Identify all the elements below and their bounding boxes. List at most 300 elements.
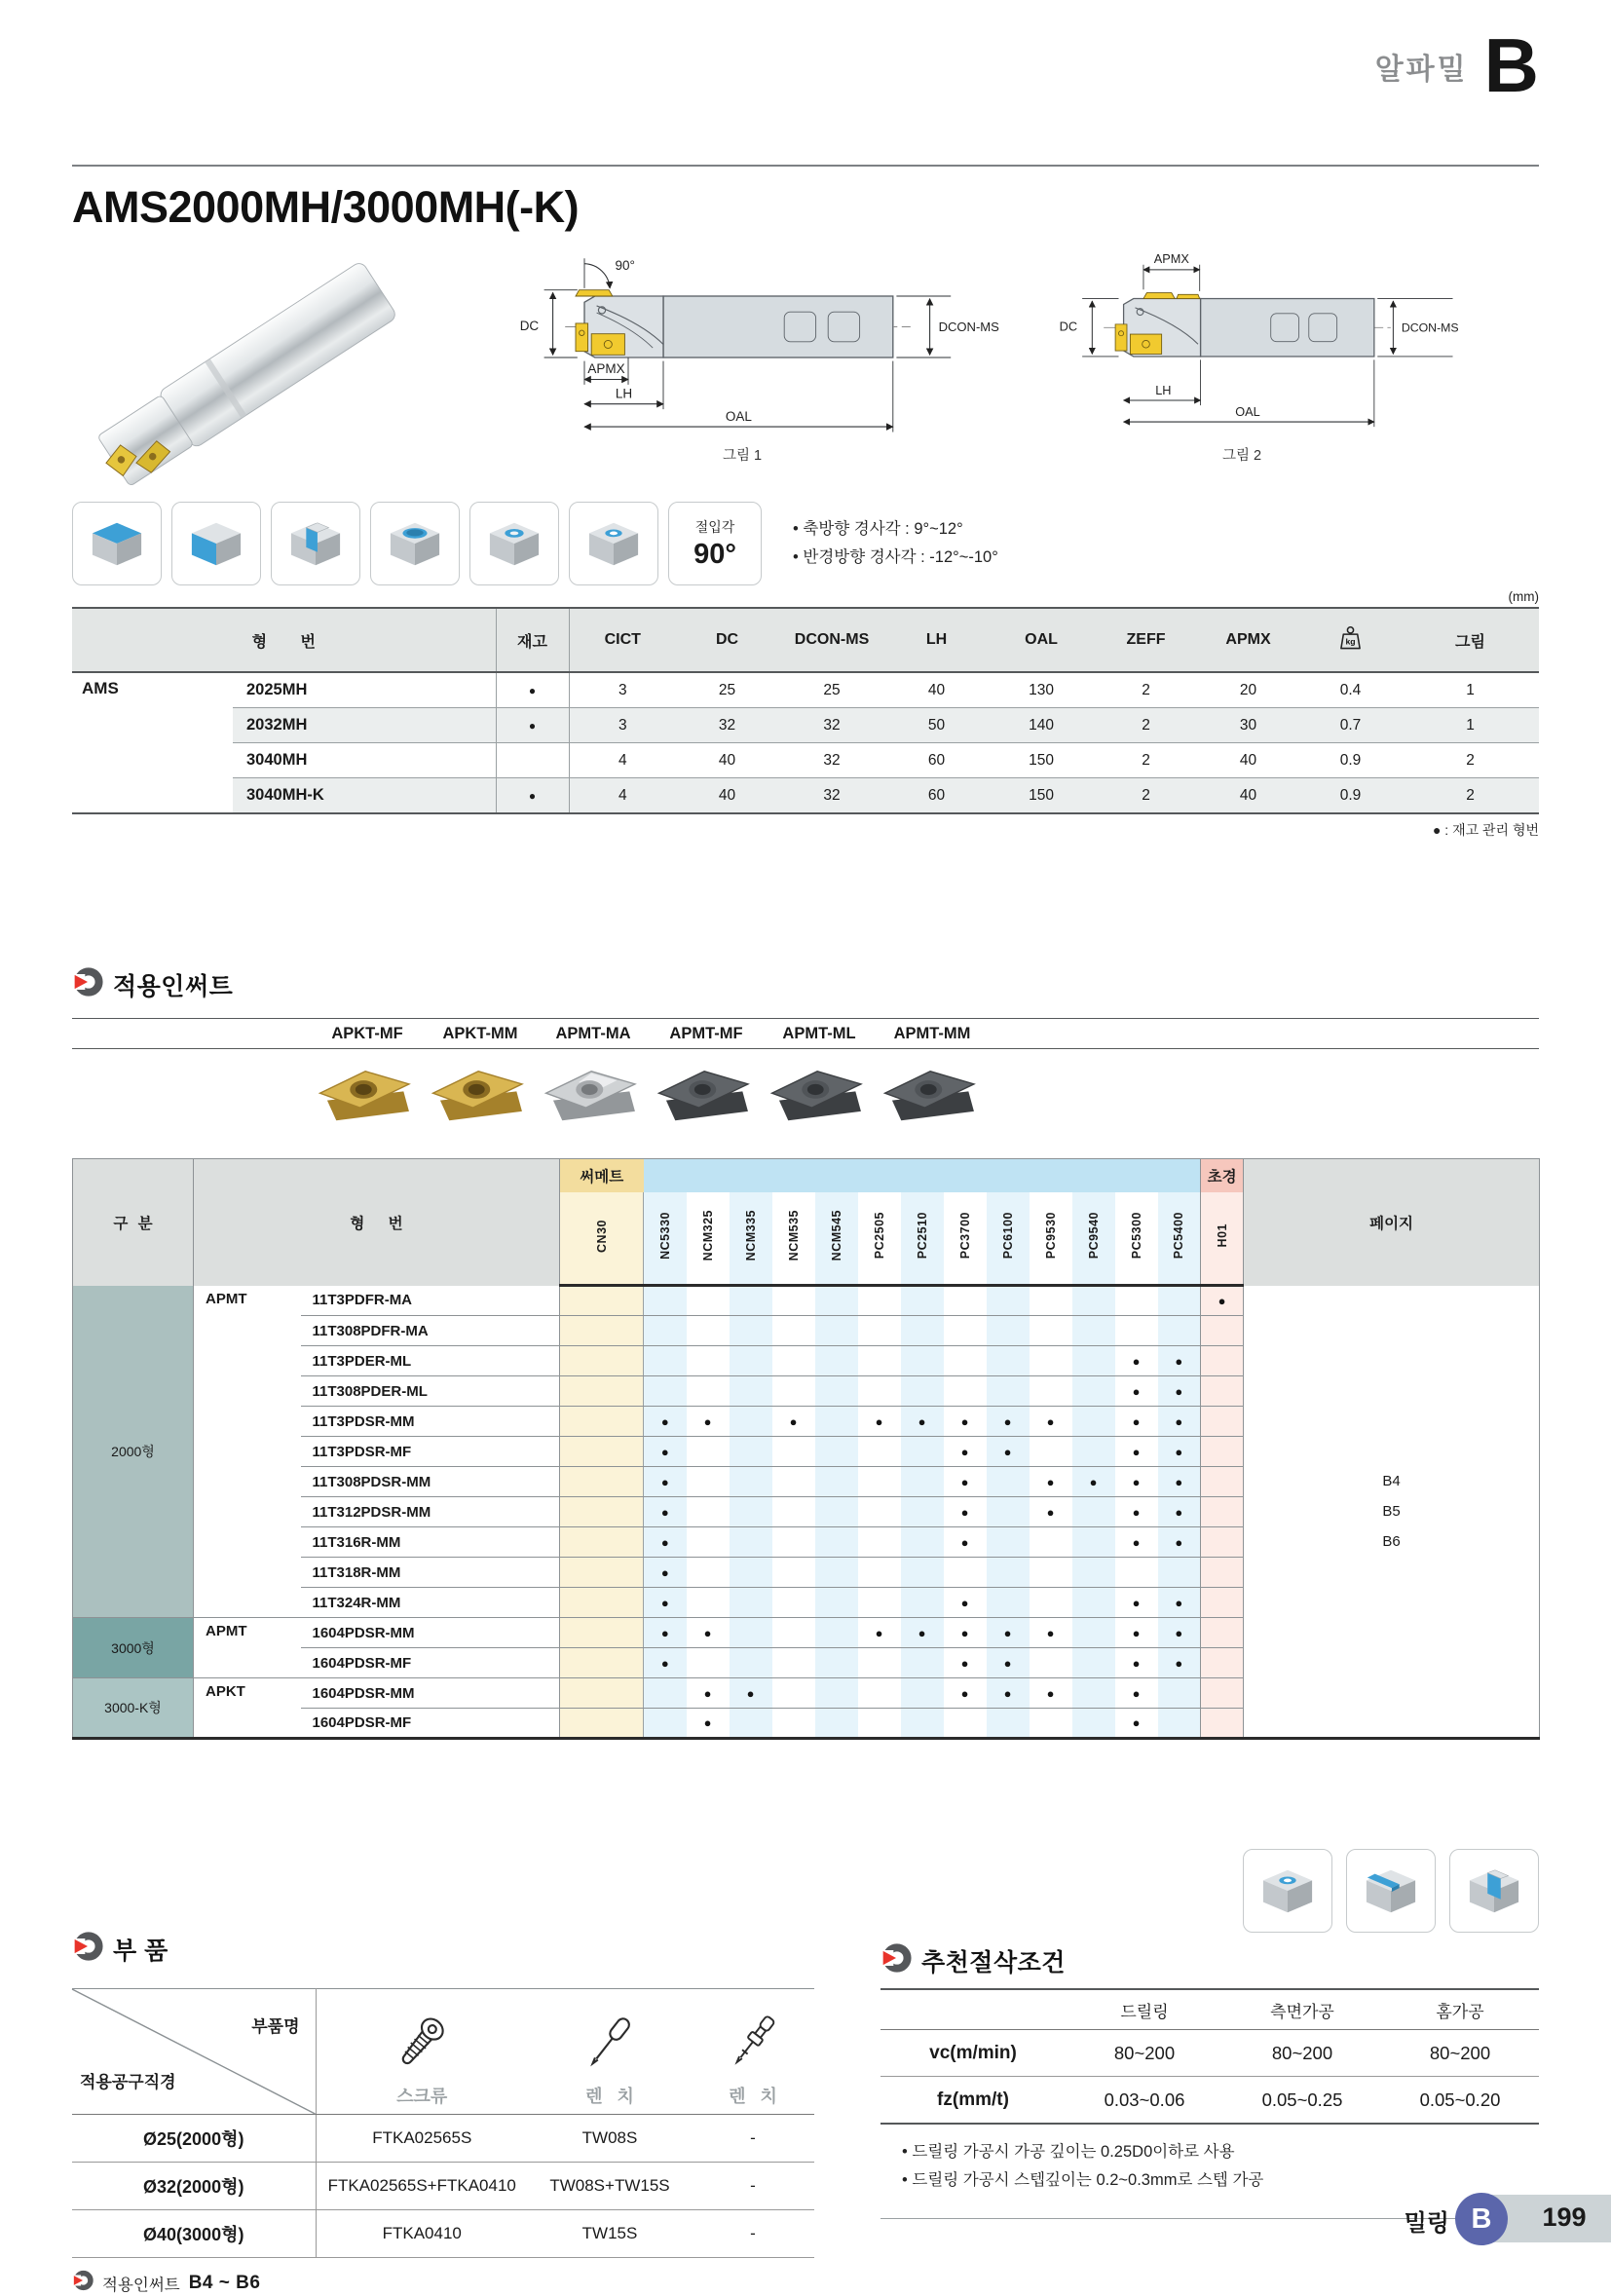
spec-row: [72, 778, 1539, 814]
insert-model-cell: 11T308PDSR-MM: [301, 1467, 560, 1497]
grade-dot-cell: ●: [644, 1558, 687, 1588]
grade-dot-cell: [944, 1346, 987, 1376]
grade-dot-cell: [901, 1376, 944, 1407]
grade-dot-cell: [687, 1648, 730, 1678]
grade-dot-cell: ●: [944, 1588, 987, 1618]
spec-value-cell: 0.4: [1299, 672, 1402, 708]
col-fig: 그림: [1402, 608, 1539, 672]
spec-value-cell: 40: [1197, 743, 1299, 778]
parts-matrix-corner: [72, 1989, 316, 2115]
grade-dot-cell: [560, 1678, 644, 1709]
machining-icon-shoulder: [285, 516, 346, 571]
insert-model-cell: 1604PDSR-MF: [301, 1648, 560, 1678]
spec-value-cell: 25: [676, 672, 778, 708]
spec-value-cell: 4: [569, 778, 676, 814]
model-cell: 3040MH: [233, 743, 496, 778]
section-bullet-icon: [72, 966, 103, 997]
grade-dot-cell: ●: [1030, 1678, 1072, 1709]
col-model: 형 번: [72, 608, 496, 672]
grade-dot-cell: [987, 1346, 1030, 1376]
grade-dot-cell: [944, 1286, 987, 1316]
grade-dot-cell: [1072, 1316, 1115, 1346]
drawing-1-image: [479, 243, 1005, 437]
grade-dot-cell: [730, 1346, 772, 1376]
grade-dot-cell: [1201, 1376, 1244, 1407]
part-column-label: 렌 치: [585, 2087, 634, 2106]
grade-dot-cell: ●: [1158, 1618, 1201, 1648]
insert-type-label: APMT-MF: [650, 1019, 763, 1049]
cutting-column-header: 드릴링: [1066, 1989, 1223, 2030]
grade-dot-cell: [687, 1316, 730, 1346]
insert-prefix-cell: APMT: [194, 1286, 301, 1618]
stock-cell: ●: [496, 778, 569, 814]
grade-dot-cell: [815, 1648, 858, 1678]
spec-value-cell: 0.9: [1299, 778, 1402, 814]
grade-dot-cell: [687, 1527, 730, 1558]
insert-photo-cell: [311, 1049, 424, 1148]
page-title: AMS2000MH/3000MH(-K): [72, 182, 580, 232]
insert-type-label: APKT-MM: [424, 1019, 537, 1049]
grade-dot-cell: [1201, 1497, 1244, 1527]
insert-prefix-cell: APMT: [194, 1618, 301, 1678]
grade-dot-cell: [730, 1376, 772, 1407]
spec-value-cell: 150: [988, 743, 1095, 778]
grade-dot-cell: ●: [644, 1437, 687, 1467]
grade-dot-cell: [1072, 1376, 1115, 1407]
spec-value-cell: 3: [569, 708, 676, 743]
grade-col: PC9540: [1072, 1192, 1115, 1286]
stock-cell: ●: [496, 708, 569, 743]
col-oal: OAL: [988, 608, 1095, 672]
grade-dot-cell: [560, 1588, 644, 1618]
svg-text:OAL: OAL: [725, 408, 752, 424]
cutting-param-cell: fz(mm/t): [880, 2077, 1066, 2125]
spec-value-cell: 1: [1402, 708, 1539, 743]
part-number-cell: TW08S: [528, 2115, 692, 2163]
grade-dot-cell: [772, 1618, 815, 1648]
grade-dot-cell: ●: [1158, 1346, 1201, 1376]
grade-col: NCM335: [730, 1192, 772, 1286]
parts-section-header: [72, 1931, 814, 1967]
grade-col: PC2510: [901, 1192, 944, 1286]
cutting-note: • 드릴링 가공시 가공 깊이는 0.25D0이하로 사용: [902, 2138, 1539, 2166]
grade-dot-cell: ●: [644, 1527, 687, 1558]
spec-value-cell: 2: [1402, 743, 1539, 778]
product-row: [72, 243, 1539, 484]
diagonal-divider: [72, 1989, 316, 2114]
weight-kg-icon: [1338, 625, 1363, 651]
svg-text:90°: 90°: [615, 258, 635, 273]
grade-dot-cell: [644, 1286, 687, 1316]
spec-value-cell: 150: [988, 778, 1095, 814]
grade-dot-cell: ●: [901, 1407, 944, 1437]
screw-icon: [392, 2010, 452, 2074]
grade-dot-cell: ●: [1115, 1407, 1158, 1437]
insert-model-cell: 11T3PDSR-MF: [301, 1437, 560, 1467]
insert-model-cell: 11T324R-MM: [301, 1588, 560, 1618]
grade-dot-cell: [1201, 1709, 1244, 1739]
grade-dot-cell: [858, 1648, 901, 1678]
application-icon-box: [370, 502, 460, 585]
insert-photo-cell: [650, 1049, 763, 1148]
grade-dot-cell: ●: [987, 1437, 1030, 1467]
grade-dot-cell: [560, 1316, 644, 1346]
insert-model-cell: 11T318R-MM: [301, 1558, 560, 1588]
grade-dot-cell: [1030, 1648, 1072, 1678]
grade-col: NCM545: [815, 1192, 858, 1286]
svg-text:LH: LH: [1155, 383, 1172, 398]
grade-dot-cell: [944, 1558, 987, 1588]
drawing-fig1: [479, 243, 1005, 465]
machining-icon-hole: [1257, 1863, 1318, 1918]
grade-dot-cell: [815, 1346, 858, 1376]
grade-dot-cell: [644, 1346, 687, 1376]
col-dc: DC: [676, 608, 778, 672]
insert-photo: [765, 1055, 874, 1137]
grade-dot-cell: [560, 1497, 644, 1527]
unit-note: (mm): [1508, 589, 1539, 604]
cutting-column-header: 홈가공: [1381, 1989, 1539, 2030]
grade-dot-cell: [858, 1346, 901, 1376]
spec-value-cell: 1: [1402, 672, 1539, 708]
grade-dot-cell: [1201, 1527, 1244, 1558]
grade-dot-cell: [901, 1678, 944, 1709]
grade-dot-cell: [1030, 1286, 1072, 1316]
spec-value-cell: 32: [778, 743, 885, 778]
grade-dot-cell: [730, 1709, 772, 1739]
grade-dot-cell: ●: [1115, 1648, 1158, 1678]
spec-value-cell: 30: [1197, 708, 1299, 743]
application-icon-box: [1346, 1849, 1436, 1933]
cutting-section-header: [880, 1942, 1539, 1978]
spec-row: [72, 743, 1539, 778]
grade-dot-cell: [1201, 1437, 1244, 1467]
grade-dot-cell: ●: [1158, 1497, 1201, 1527]
brand-category-label: 알파밀: [1374, 54, 1469, 87]
cutting-value-cell: 0.05~0.25: [1223, 2077, 1381, 2125]
grade-dot-cell: [1158, 1286, 1201, 1316]
grade-dot-cell: [858, 1678, 901, 1709]
grade-dot-cell: [1072, 1407, 1115, 1437]
cutting-conditions-table: [880, 1988, 1539, 2125]
machining-icon-hole: [583, 516, 644, 571]
part-number-cell: -: [692, 2163, 814, 2210]
insert-photo-cell: [537, 1049, 650, 1148]
grade-dot-cell: [730, 1558, 772, 1588]
svg-text:APMX: APMX: [587, 361, 625, 377]
svg-text:DC: DC: [519, 319, 540, 334]
section-bullet-icon: [72, 1931, 103, 1967]
grade-dot-cell: [1072, 1648, 1115, 1678]
grade-dot-cell: [772, 1376, 815, 1407]
grade-dot-cell: [772, 1678, 815, 1709]
part-column-header: [528, 1989, 692, 2115]
grade-dot-cell: ●: [987, 1678, 1030, 1709]
spec-value-cell: 50: [885, 708, 988, 743]
drawing-2-image: [1023, 243, 1461, 437]
svg-text:OAL: OAL: [1235, 404, 1260, 420]
grade-dot-cell: ●: [1115, 1497, 1158, 1527]
grade-dot-cell: [730, 1527, 772, 1558]
grade-dot-cell: [1158, 1709, 1201, 1739]
cutting-row: [880, 2030, 1539, 2077]
col-cict: CICT: [569, 608, 676, 672]
svg-text:kg: kg: [1345, 636, 1356, 647]
grade-dot-cell: [1158, 1678, 1201, 1709]
spec-value-cell: 4: [569, 743, 676, 778]
spec-value-cell: 40: [676, 778, 778, 814]
grade-dot-cell: ●: [1158, 1648, 1201, 1678]
grade-dot-cell: [901, 1497, 944, 1527]
grade-dot-cell: ●: [1115, 1437, 1158, 1467]
grade-dot-cell: ●: [1030, 1618, 1072, 1648]
machining-icon-boss: [484, 516, 544, 571]
grade-dot-cell: [772, 1648, 815, 1678]
grade-dot-cell: ●: [987, 1407, 1030, 1437]
insert-photo: [652, 1055, 761, 1137]
grade-col-carbide: H01: [1201, 1192, 1244, 1286]
grade-dot-cell: [944, 1709, 987, 1739]
part-number-cell: TW08S+TW15S: [528, 2163, 692, 2210]
grade-dot-cell: [772, 1467, 815, 1497]
spec-value-cell: 0.7: [1299, 708, 1402, 743]
machining-icon-channel: [1361, 1863, 1421, 1918]
grade-dot-cell: [815, 1558, 858, 1588]
spec-value-cell: 130: [988, 672, 1095, 708]
insert-type-label: APKT-MF: [311, 1019, 424, 1049]
part-number-cell: FTKA0410: [316, 2210, 528, 2258]
angle-note: • 반경방향 경사각 : -12°~-10°: [793, 544, 998, 572]
part-column-header: [692, 1989, 814, 2115]
col-model: 형 번: [194, 1159, 560, 1286]
grade-dot-cell: [987, 1588, 1030, 1618]
grade-dot-cell: [560, 1467, 644, 1497]
cutting-angle-box: [668, 502, 762, 585]
spec-value-cell: 0.9: [1299, 743, 1402, 778]
grade-dot-cell: [730, 1437, 772, 1467]
grade-dot-cell: [858, 1588, 901, 1618]
grade-dot-cell: [1072, 1527, 1115, 1558]
grade-dot-cell: [901, 1648, 944, 1678]
brand: [1374, 22, 1539, 108]
grade-dot-cell: ●: [687, 1407, 730, 1437]
cutting-note: • 드릴링 가공시 스텝깊이는 0.2~0.3mm로 스텝 가공: [902, 2166, 1539, 2195]
col-gubun: 구 분: [73, 1159, 194, 1286]
spec-value-cell: 140: [988, 708, 1095, 743]
grade-dot-cell: [1072, 1346, 1115, 1376]
svg-text:DC: DC: [1059, 319, 1078, 334]
grade-dot-cell: [1072, 1437, 1115, 1467]
brand-section-letter: B: [1483, 22, 1539, 108]
series-cell: AMS: [82, 679, 119, 697]
fig1-caption: 그림 1: [722, 448, 763, 464]
corner-tool-diameter: 적용공구직경: [80, 2073, 176, 2091]
grade-dot-cell: [772, 1558, 815, 1588]
angle-box-label: 절입각: [694, 518, 735, 535]
col-lh: LH: [885, 608, 988, 672]
parts-section-title: 부 품: [113, 1937, 169, 1965]
model-cell: 2032MH: [233, 708, 496, 743]
parts-header-row: [72, 1989, 814, 2115]
insert-model-cell: 11T308PDER-ML: [301, 1376, 560, 1407]
grade-dot-cell: [772, 1709, 815, 1739]
drawing-fig2: [1023, 243, 1461, 465]
grade-dot-cell: [1201, 1407, 1244, 1437]
grade-dot-cell: [1201, 1588, 1244, 1618]
group-cell: 3000-K형: [73, 1678, 194, 1739]
tool-diameter-cell: Ø25(2000형): [72, 2115, 316, 2163]
footer-page-number: 199: [1542, 2202, 1587, 2232]
wrench-driver-icon: [580, 2010, 640, 2074]
grade-dot-cell: [730, 1407, 772, 1437]
svg-text:LH: LH: [615, 386, 633, 401]
grade-dot-cell: [560, 1437, 644, 1467]
grade-dot-cell: ●: [944, 1618, 987, 1648]
grade-dot-cell: ●: [644, 1588, 687, 1618]
part-number-cell: FTKA02565S+FTKA0410: [316, 2163, 528, 2210]
grade-dot-cell: ●: [644, 1648, 687, 1678]
insert-model-cell: 11T3PDER-ML: [301, 1346, 560, 1376]
tool-diameter-cell: Ø32(2000형): [72, 2163, 316, 2210]
spec-header-row: [72, 608, 1539, 672]
grade-dot-cell: [858, 1437, 901, 1467]
grade-dot-cell: [730, 1316, 772, 1346]
grade-dot-cell: ●: [644, 1467, 687, 1497]
grade-dot-cell: [1030, 1437, 1072, 1467]
part-column-label: 스크류: [396, 2087, 448, 2106]
grade-dot-cell: [815, 1286, 858, 1316]
grade-dot-cell: [1072, 1709, 1115, 1739]
grade-dot-cell: [1072, 1286, 1115, 1316]
compat-group-header-row: [73, 1159, 1540, 1193]
grade-dot-cell: [858, 1376, 901, 1407]
insert-model-cell: 11T316R-MM: [301, 1527, 560, 1558]
grade-dot-cell: [772, 1527, 815, 1558]
grade-dot-cell: [687, 1286, 730, 1316]
grade-dot-cell: [987, 1376, 1030, 1407]
insert-photo: [539, 1055, 648, 1137]
parts-row: [72, 2115, 814, 2163]
grade-dot-cell: ●: [1115, 1376, 1158, 1407]
grade-dot-cell: [858, 1497, 901, 1527]
insert-model-cell: 1604PDSR-MM: [301, 1678, 560, 1709]
grade-dot-cell: [730, 1497, 772, 1527]
grade-dot-cell: [901, 1286, 944, 1316]
grade-dot-cell: [858, 1316, 901, 1346]
grade-dot-cell: [1158, 1558, 1201, 1588]
angle-box-value: 90°: [693, 538, 736, 570]
col-weight-kg-icon: [1299, 608, 1402, 672]
section-bullet-icon: [72, 2270, 94, 2296]
grade-dot-cell: [772, 1437, 815, 1467]
spec-value-cell: 60: [885, 743, 988, 778]
grade-dot-cell: [1030, 1558, 1072, 1588]
grade-dot-cell: [1201, 1346, 1244, 1376]
grade-dot-cell: [815, 1678, 858, 1709]
grade-dot-cell: [1201, 1316, 1244, 1346]
grade-dot-cell: [815, 1467, 858, 1497]
grade-dot-cell: ●: [687, 1618, 730, 1648]
part-number-cell: -: [692, 2115, 814, 2163]
grade-dot-cell: [901, 1588, 944, 1618]
grade-dot-cell: [560, 1709, 644, 1739]
tool-diameter-cell: Ø40(3000형): [72, 2210, 316, 2258]
grade-dot-cell: [815, 1316, 858, 1346]
model-cell: 3040MH-K: [233, 778, 496, 814]
angle-note: • 축방향 경사각 : 9°~12°: [793, 515, 998, 544]
grade-dot-cell: [1158, 1316, 1201, 1346]
grade-col: PC2505: [858, 1192, 901, 1286]
grade-dot-cell: [987, 1316, 1030, 1346]
carbide-group-header: 초경: [1201, 1159, 1244, 1193]
insert-compatibility-table: [72, 1158, 1540, 1740]
part-number-cell: TW15S: [528, 2210, 692, 2258]
grade-dot-cell: ●: [1158, 1407, 1201, 1437]
grade-dot-cell: [815, 1709, 858, 1739]
application-icon-box: [1449, 1849, 1539, 1933]
grade-dot-cell: [560, 1558, 644, 1588]
stock-cell: [496, 743, 569, 778]
parts-row: [72, 2210, 814, 2258]
cutting-header-row: [880, 1989, 1539, 2030]
technical-drawing-1: [479, 243, 1005, 442]
machining-icon-slot: [1464, 1863, 1524, 1918]
grade-dot-cell: [560, 1407, 644, 1437]
application-row: [72, 502, 1539, 585]
grade-dot-cell: ●: [944, 1527, 987, 1558]
grade-dot-cell: ●: [1158, 1437, 1201, 1467]
product-photo-image: [72, 243, 462, 484]
grade-dot-cell: [560, 1648, 644, 1678]
insert-type-label: APMT-ML: [763, 1019, 876, 1049]
parts-note-label: 적용인써트: [102, 2276, 180, 2294]
application-icon-box: [271, 502, 360, 585]
grade-dot-cell: ●: [944, 1648, 987, 1678]
insert-model-cell: 11T3PDFR-MA: [301, 1286, 560, 1316]
grade-dot-cell: ●: [1115, 1678, 1158, 1709]
grade-dot-cell: [987, 1709, 1030, 1739]
page-ref-cell: B4 B5 B6: [1244, 1286, 1540, 1739]
grade-dot-cell: ●: [644, 1407, 687, 1437]
parts-insert-note: [72, 2270, 814, 2296]
grade-dot-cell: [815, 1376, 858, 1407]
spec-value-cell: 32: [676, 708, 778, 743]
insert-types-strip: [72, 1018, 1539, 1147]
insert-model-cell: 1604PDSR-MM: [301, 1618, 560, 1648]
grade-dot-cell: ●: [644, 1497, 687, 1527]
grade-dot-cell: ●: [687, 1678, 730, 1709]
grade-dot-cell: [901, 1558, 944, 1588]
grade-dot-cell: [901, 1527, 944, 1558]
application-icons: [72, 502, 658, 585]
cutting-value-cell: 80~200: [1223, 2030, 1381, 2077]
col-zeff: ZEFF: [1095, 608, 1197, 672]
stock-footnote: ● : 재고 관리 형번: [1432, 822, 1539, 838]
grade-dot-cell: ●: [1115, 1527, 1158, 1558]
grade-dot-cell: [560, 1376, 644, 1407]
insert-model-cell: 11T308PDFR-MA: [301, 1316, 560, 1346]
insert-model-cell: 11T3PDSR-MM: [301, 1407, 560, 1437]
header-rule: [72, 165, 1539, 167]
application-icon-box: [469, 502, 559, 585]
section-bullet-icon: [72, 966, 103, 1002]
angle-notes: [793, 515, 998, 572]
grade-dot-cell: [858, 1527, 901, 1558]
insert-photo: [313, 1055, 422, 1137]
spec-value-cell: 2: [1402, 778, 1539, 814]
section-bullet-icon: [880, 1942, 912, 1974]
grade-dot-cell: [730, 1648, 772, 1678]
